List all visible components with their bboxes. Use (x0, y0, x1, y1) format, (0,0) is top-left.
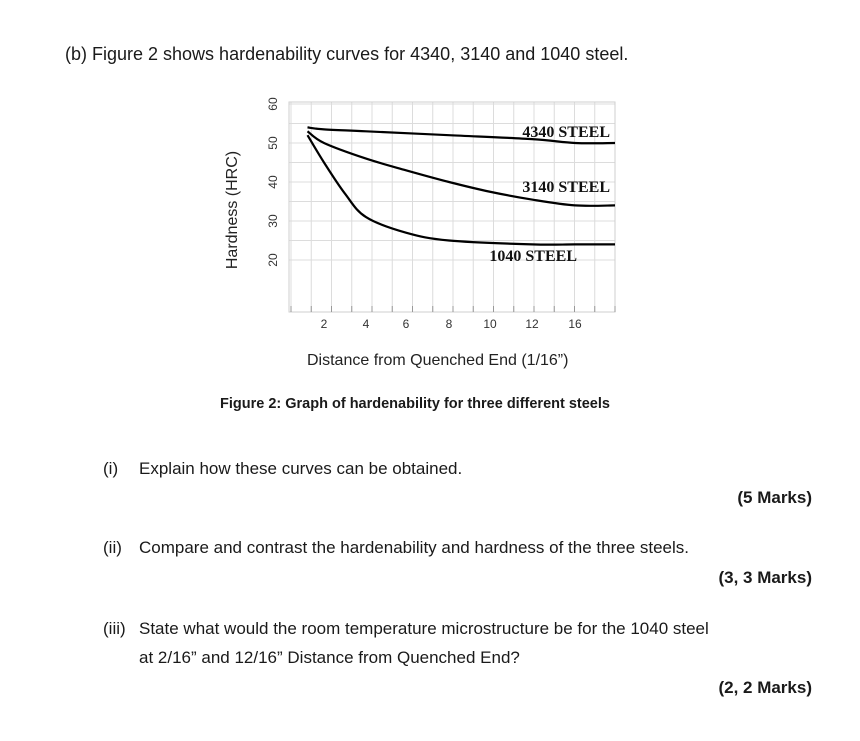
x-tick-label: 6 (402, 317, 410, 331)
part-ii-marks: (3, 3 Marks) (718, 568, 812, 587)
part-iii-text: State what would the room temperature microstructure be for the 1040 steel (139, 619, 709, 638)
part-iii-number: (iii) (103, 619, 126, 638)
part-ii-text: Compare and contrast the hardenability and hardness of the three steels. (139, 538, 690, 557)
x-tick-label: 16 (568, 317, 582, 331)
series-label-4340: 4340 STEEL (522, 124, 610, 141)
x-tick-labels (321, 317, 582, 331)
y-tick-label: 30 (266, 214, 280, 228)
hardenability-chart (215, 92, 625, 377)
part-ii-number: (ii) (103, 538, 122, 557)
part-iii (103, 619, 709, 639)
x-tick-label: 12 (525, 317, 539, 331)
x-axis-label: Distance from Quenched End (1/16”) (307, 352, 569, 369)
part-i (103, 459, 462, 479)
y-tick-label: 20 (266, 253, 280, 267)
part-i-number: (i) (103, 459, 119, 478)
part-ii (103, 538, 689, 558)
question-intro: (b) Figure 2 shows hardenability curves for 4340, 3140 and 1040 steel. (65, 44, 629, 64)
figure-caption: Figure 2: Graph of hardenability for three different steels (220, 396, 610, 412)
part-iii-marks: (2, 2 Marks) (718, 678, 812, 697)
part-i-marks: (5 Marks) (737, 488, 812, 507)
x-tick-label: 8 (445, 317, 453, 331)
x-tick-label: 10 (483, 317, 497, 331)
y-tick-label: 40 (266, 175, 280, 189)
part-i-text: Explain how these curves can be obtained. (139, 459, 463, 478)
y-tick-label: 50 (266, 136, 280, 150)
part-iii-text-continued: at 2/16” and 12/16” Distance from Quenched End? (139, 648, 520, 667)
series-label-1040: 1040 STEEL (489, 248, 577, 265)
x-tick-label: 2 (320, 317, 328, 331)
series-label-3140: 3140 STEEL (522, 179, 610, 196)
y-axis-label: Hardness (HRC) (224, 150, 241, 270)
y-tick-label: 60 (266, 97, 280, 111)
x-tick-label: 4 (362, 317, 370, 331)
y-tick-labels (266, 97, 280, 267)
